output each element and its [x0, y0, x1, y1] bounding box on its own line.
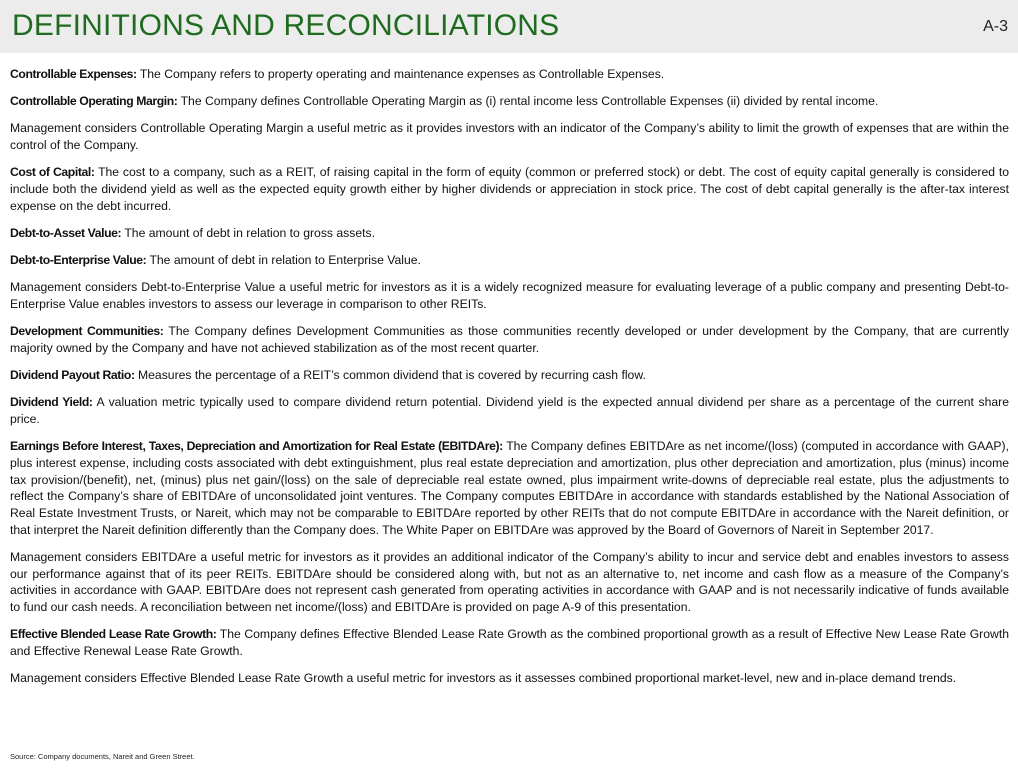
definition-text: The Company defines Development Communities as those communities recently developed or under development by the Company, that are currently majority owned by the Company and have not achieved stabilization as of the most recent quarter.	[10, 324, 1009, 355]
definition-term: Dividend Payout Ratio:	[10, 368, 135, 383]
definition-text: The amount of debt in relation to gross assets.	[121, 225, 376, 240]
definition-paragraph	[10, 164, 1009, 214]
definition-text: Management considers EBITDAre a useful metric for investors as it provides an additional indicator of the Company’s ability to incur and service debt and enables investors to assess our performance against that of its peer REITs. EBITDAre should be considered along with, but not as an alternative to, net income and cash flow as a measure of the Company’s activities in accordance with GAAP. EBITDAre does not represent cash generated from operating activities in accordance with GAAP and is not necessarily indicative of funds available to fund our cash needs. A reconciliation between net income/(loss) and EBITDAre is provided on page A-9 of this presentation.	[10, 549, 1009, 615]
definition-text: The Company defines Controllable Operating Margin as (i) rental income less Controllable Expenses (ii) divided by rental income.	[177, 94, 879, 109]
definition-text: Measures the percentage of a REIT’s common dividend that is covered by recurring cash flow.	[134, 368, 646, 383]
definition-paragraph	[10, 549, 1009, 616]
definition-text: The Company defines Effective Blended Lease Rate Growth as the combined proportional growth as a result of Effective New Lease Rate Growth and Effective Renewal Lease Rate Growth.	[10, 627, 1009, 658]
definition-text: Management considers Controllable Operating Margin a useful metric as it provides investors with an indicator of the Company’s ability to limit the growth of expenses that are within the control of the Company.	[10, 121, 1009, 153]
definition-paragraph	[10, 394, 1009, 427]
definition-term: Debt-to-Enterprise Value:	[10, 253, 147, 268]
definition-text: Management considers Debt-to-Enterprise Value a useful metric for investors as it is a widely recognized measure for evaluating leverage of a public company and presenting Debt-to-Enterprise Value enables investors to assess our leverage in comparison to other REITs.	[10, 280, 1009, 312]
definition-term: Cost of Capital:	[10, 165, 95, 180]
definition-term: Dividend Yield:	[10, 395, 93, 410]
definition-paragraph	[10, 225, 1009, 242]
header-bar	[0, 0, 1018, 53]
definition-term: Development Communities:	[10, 324, 164, 339]
definition-term: Earnings Before Interest, Taxes, Depreciation and Amortization for Real Estate (EBITDAre):	[10, 439, 503, 454]
definition-term: Controllable Expenses:	[10, 67, 137, 81]
definition-term: Effective Blended Lease Rate Growth:	[10, 627, 217, 642]
definition-term: Controllable Operating Margin:	[10, 94, 178, 109]
definition-paragraph	[10, 670, 1009, 687]
definition-term: Debt-to-Asset Value:	[10, 225, 122, 240]
definition-paragraph	[10, 279, 1009, 312]
definitions-body	[10, 66, 1009, 697]
definition-paragraph	[10, 438, 1009, 538]
definition-text: The Company refers to property operating and maintenance expenses as Controllable Expenses.	[136, 67, 665, 81]
definition-text: The cost to a company, such as a REIT, of raising capital in the form of equity (common or preferred stock) or debt. The cost of equity capital generally is considered to include both the dividend yield as well as the expected equity growth either by higher dividends or appreciation in stock price. The cost of debt capital generally is the after-tax interest expense on the debt incurred.	[10, 165, 1009, 213]
source-note: Source: Company documents, Nareit and Green Street.	[10, 752, 195, 761]
definition-paragraph	[10, 66, 1009, 83]
definition-paragraph	[10, 367, 1009, 384]
definition-paragraph	[10, 626, 1009, 659]
definition-text: A valuation metric typically used to compare dividend return potential. Dividend yield is the expected annual dividend per share as a percentage of the current share price.	[10, 395, 1009, 427]
definition-paragraph	[10, 323, 1009, 356]
definition-paragraph	[10, 120, 1009, 153]
definition-paragraph	[10, 252, 1009, 269]
page-number: A-3	[983, 18, 1008, 35]
page-title: DEFINITIONS AND RECONCILIATIONS	[12, 9, 560, 42]
definition-paragraph	[10, 93, 1009, 110]
definition-text: The Company defines EBITDAre as net income/(loss) (computed in accordance with GAAP), plus interest expense, including costs associated with debt extinguishment, plus real estate depreciation and amortization, plus other depreciation and amortization, plus (minus) income tax provision/(benefit), net, (minus) plus net gain/(loss) on the sale of depreciable real estate owned, plus impairment write-downs of depreciable real estate, plus the adjustments to reflect the Company’s share of EBITDAre of unconsolidated joint ventures. The Company computes EBITDAre in accordance with standards established by the National Association of Real Estate Investment Trusts, or Nareit, which may not be comparable to EBITDAre reported by other REITs that do not compute EBITDAre in accordance with the Nareit definition, or that interpret the Nareit definition differently than the Company does. The White Paper on EBITDAre was approved by the Board of Governors of Nareit in September 2017.	[10, 439, 1009, 537]
definition-text: Management considers Effective Blended Lease Rate Growth a useful metric for investors as it assesses combined proportional market-level, new and in-place demand trends.	[10, 671, 957, 686]
definition-text: The amount of debt in relation to Enterprise Value.	[146, 253, 421, 268]
